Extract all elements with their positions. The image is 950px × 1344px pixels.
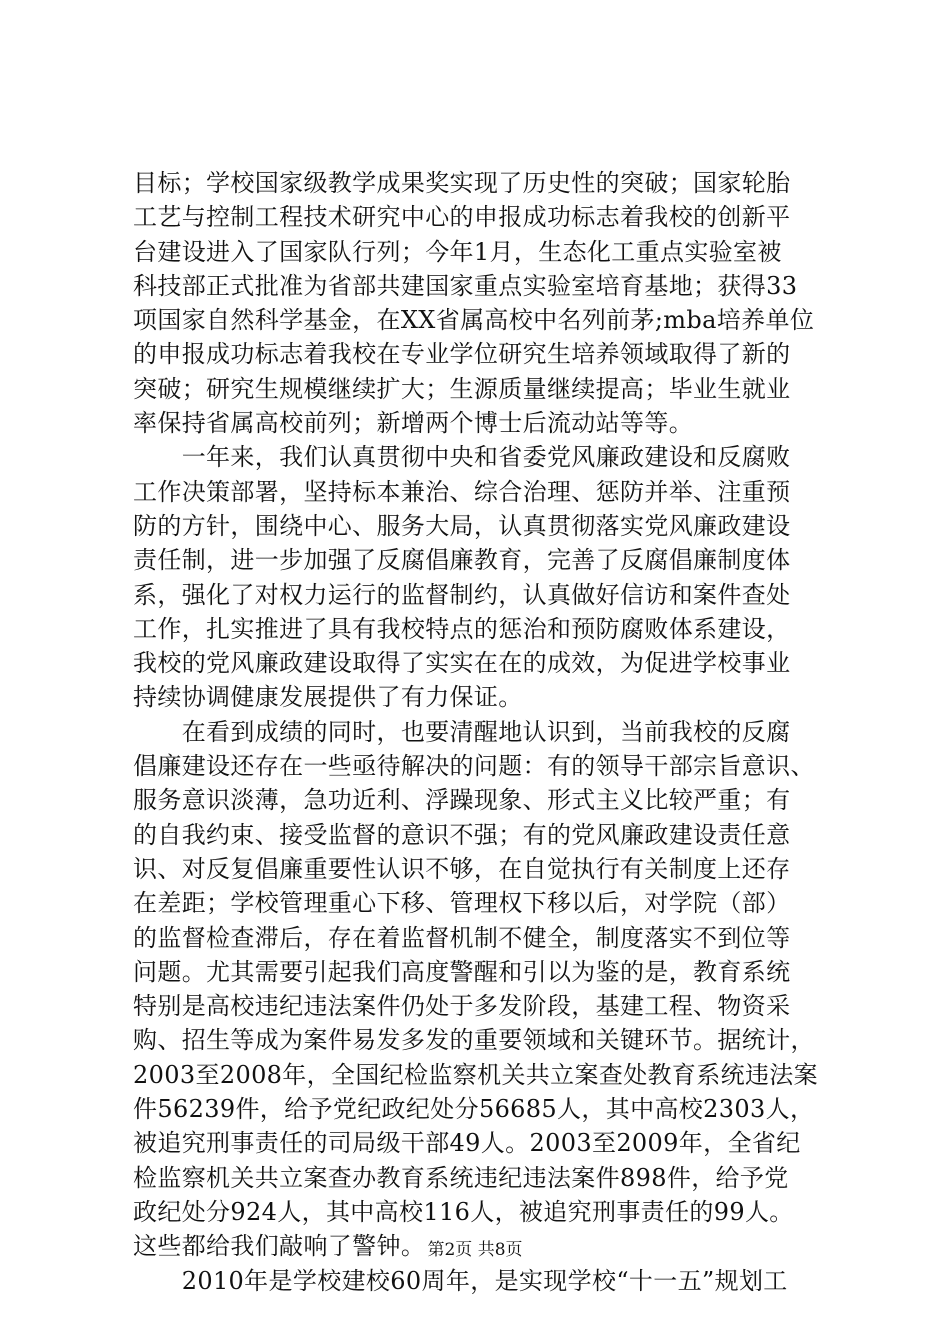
text-line: 2010年是学校建校60周年，是实现学校“十一五”规划工 [133,1266,788,1295]
text-line: 2003至2008年，全国纪检监察机关共立案查处教育系统违法案 [133,1060,819,1089]
text-line: 科技部正式批准为省部共建国家重点实验室培育基地；获得33 [133,271,798,300]
text-line: 工作决策部署，坚持标本兼治、综合治理、惩防并举、注重预 [133,477,791,506]
text-line: 问题。尤其需要引起我们高度警醒和引以为鉴的是，教育系统 [133,957,791,986]
text-line: 被追究刑事责任的司局级干部49人。2003至2009年，全省纪 [133,1129,801,1158]
text-line: 责任制，进一步加强了反腐倡廉教育，完善了反腐倡廉制度体 [133,546,791,575]
text-line: 项国家自然科学基金，在XX省属高校中名列前茅;mba培养单位 [133,306,815,335]
text-line: 系，强化了对权力运行的监督制约，认真做好信访和案件查处 [133,580,791,609]
text-line: 突破；研究生规模继续扩大；生源质量继续提高；毕业生就业 [133,374,791,403]
text-line: 的申报成功标志着我校在专业学位研究生培养领域取得了新的 [133,340,791,369]
text-line: 倡廉建设还存在一些亟待解决的问题：有的领导干部宗旨意识、 [133,752,815,781]
page-footer: 第2页 共8页 [427,1240,523,1260]
text-line: 在看到成绩的同时，也要清醒地认识到，当前我校的反腐 [133,717,791,746]
text-line: 持续协调健康发展提供了有力保证。 [133,683,523,712]
text-line: 件56239件，给予党纪政纪处分56685人，其中高校2303人， [133,1095,815,1124]
text-line: 防的方针，围绕中心、服务大局，认真贯彻落实党风廉政建设 [133,511,791,540]
text-line: 目标；学校国家级教学成果奖实现了历史性的突破；国家轮胎 [133,169,791,197]
text-line: 的监督检查滞后，存在着监督机制不健全，制度落实不到位等 [133,923,791,952]
text-line: 检监察机关共立案查办教育系统违纪违法案件898件，给予党 [133,1163,789,1192]
text-line: 政纪处分924人，其中高校116人，被追究刑事责任的99人。 [133,1197,794,1226]
text-line: 工艺与控制工程技术研究中心的申报成功标志着我校的创新平 [133,203,791,232]
text-line: 台建设进入了国家队行列；今年1月，生态化工重点实验室被 [133,237,782,266]
text-line: 购、招生等成为案件易发多发的重要领域和关键环节。据统计， [133,1026,815,1055]
text-line: 特别是高校违纪违法案件仍处于多发阶段，基建工程、物资采 [133,992,791,1021]
text-line: 这些都给我们敲响了警钟。 [133,1232,426,1261]
body-text [133,166,833,1298]
text-line: 工作，扎实推进了具有我校特点的惩治和预防腐败体系建设， [133,614,791,643]
text-line: 识、对反复倡廉重要性认识不够，在自觉执行有关制度上还存 [133,854,791,883]
text-line: 在差距；学校管理重心下移、管理权下移以后，对学院（部） [133,889,791,918]
text-line: 一年来，我们认真贯彻中央和省委党风廉政建设和反腐败 [133,443,791,472]
text-line: 服务意识淡薄，急功近利、浮躁现象、形式主义比较严重；有 [133,786,791,815]
text-line: 我校的党风廉政建设取得了实实在在的成效，为促进学校事业 [133,649,791,678]
text-line: 率保持省属高校前列；新增两个博士后流动站等等。 [133,409,694,438]
text-line: 的自我约束、接受监督的意识不强；有的党风廉政建设责任意 [133,820,791,849]
